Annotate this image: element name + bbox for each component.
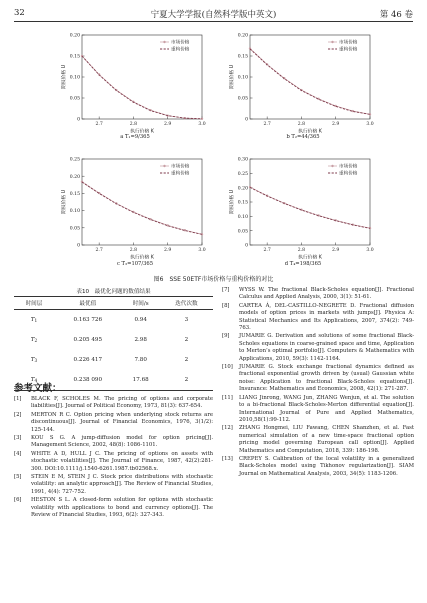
reference-item: [1] BLACK F, SCHOLES M. The pricing of options and corporate liabilities[J]. Journal of Political Economy, 1973, 81(3): 637-654. [14, 396, 213, 410]
volume-label: 第 46 卷 [379, 10, 413, 20]
legend-market-marker [331, 41, 333, 43]
series-line [250, 49, 370, 115]
table-header-row [14, 297, 213, 310]
x-tick-label: 2.8 [129, 248, 138, 253]
y-axis-label: 期权价格 U [62, 189, 67, 215]
chart-c-caption: c T₃=107/365 [117, 261, 153, 267]
running-header [14, 8, 413, 20]
cell-layer: $T_3$ [30, 356, 38, 364]
y-tick-label: 0 [245, 117, 248, 123]
journal-title: 宁夏大学学报(自然科学版中英文) [150, 10, 277, 20]
chart-b-caption: b T₂=44/365 [286, 134, 320, 140]
x-tick-label: 3.0 [198, 122, 206, 127]
cell-value: 0.205 495 [73, 337, 103, 343]
page-number: 32 [14, 8, 25, 18]
reference-item: [7] WYSS W. The fractional Black-Scholes equation[J]. Fractional Calculus and Applied Analysis, 2000, 3(1): 51-61. [222, 287, 414, 301]
x-tick-label: 2.7 [95, 248, 103, 253]
legend-rebuilt-label: 重构价格 [339, 171, 358, 177]
cell-layer: $T_4$ [14, 370, 54, 391]
chart-c-svg [60, 155, 210, 261]
y-tick-label: 0.25 [69, 157, 80, 163]
y-tick-label: 0.05 [237, 229, 248, 235]
col-header-time: 时间/s [122, 297, 160, 310]
cell-time: 0.94 [134, 317, 147, 323]
cell-time: 2.98 [134, 337, 147, 343]
y-tick-label: 0.25 [237, 171, 248, 177]
x-tick-label: 2.8 [297, 122, 306, 127]
references-heading: 参考文献： [14, 383, 62, 394]
legend-market-label: 市场价格 [171, 40, 190, 46]
series-line [82, 56, 202, 119]
legend-market-label: 市场价格 [339, 164, 358, 170]
table-row [14, 350, 213, 370]
x-tick-label: 2.7 [263, 248, 271, 253]
chart-a [60, 31, 210, 143]
y-tick-label: 0.05 [69, 226, 80, 232]
reference-item: [2] MERTON R C. Option pricing when underlying stock returns are discontinuous[J]. Journal of Financial Economics, 1976, 3(1/2): 125-144. [14, 411, 213, 433]
y-tick-label: 0.05 [237, 96, 248, 102]
y-axis-label: 期权价格 U [230, 189, 235, 215]
cell-value: 0.226 417 [73, 357, 103, 363]
legend-market-label: 市场价格 [339, 40, 358, 46]
cell-iterations: 3 [184, 317, 189, 323]
references-right [222, 287, 414, 479]
y-axis-label: 期权价格 U [62, 64, 67, 90]
series-line [82, 182, 202, 234]
series-line [250, 187, 370, 228]
x-axis-label: 执行价格 K [298, 129, 322, 135]
y-tick-label: 0.15 [237, 54, 248, 60]
chart-a-caption: a T₁=9/365 [120, 134, 150, 140]
cell-time: 17.68 [122, 370, 160, 391]
header-rule [14, 21, 413, 22]
x-tick-label: 2.9 [164, 248, 172, 253]
x-tick-label: 2.9 [164, 122, 172, 127]
legend-market-marker [163, 165, 165, 167]
legend-market-marker [331, 165, 333, 167]
reference-item: [9] JUMARIE G. Derivation and solutions of some fractional Black-Scholes equations in coarse-grained space and time, Application to Merton’s optimal portfolio[J]. Computers & Mathematics with Applications, 2010, 59(3): 1142-1164. [222, 333, 414, 362]
reference-item: [13] CREPEY S. Calibration of the local volatility in a generalized Black-Scholes model using Tikhonov regularization[J]. SIAM Journal on Mathematical Analysis, 2003, 34(5): 1183-1206. [222, 455, 414, 477]
y-tick-label: 0.05 [69, 96, 80, 102]
y-tick-label: 0.30 [237, 157, 248, 163]
cell-iterations: 2 [184, 337, 189, 343]
legend-rebuilt-label: 重构价格 [339, 47, 358, 53]
x-tick-label: 2.8 [129, 122, 138, 127]
x-tick-label: 3.0 [366, 248, 374, 253]
y-tick-label: 0.20 [69, 174, 80, 180]
results-table [14, 296, 213, 391]
reference-item: [4] WHITE A D, HULL J C. The pricing of options on assets with stochastic volatilities[J]. The Journal of Finance, 1987, 42(2):281-300. DOI:10.1111/j.1540-6261.1987.tb02568.x. [14, 450, 213, 472]
table-row [14, 310, 213, 331]
cell-iterations: 2 [184, 357, 189, 363]
col-header-time-layer: 时间层 [14, 297, 54, 310]
x-axis-label: 执行价格 K [130, 129, 154, 135]
references-left [14, 396, 213, 521]
x-tick-label: 2.7 [95, 122, 103, 127]
table-caption: 表10 最优化问题的数值结果 [76, 289, 151, 295]
reference-item: [11] LIANG Jinrong, WANG Jun, ZHANG Wenjun, et al. The solution to a bi-fractional Black-Scholes-Merton differential equation[J]. International Journal of Pure and Applied Mathematics, 2010,58(1):99-112. [222, 394, 414, 423]
y-tick-label: 0.20 [237, 33, 248, 39]
reference-item: [12] ZHANG Hongmei, LIU Fawang, CHEN Shanzhen, et al. Fast numerical simulation of a new time-space fractional option pricing model governing European call option[J]. Applied Mathematics and Computation, 2018, 339: 186-198. [222, 425, 414, 454]
figure-caption: 图6 SSE 50ETF市场价格与重构价格的对比 [153, 276, 274, 283]
series-line [82, 182, 202, 235]
table-row [14, 330, 213, 350]
cell-layer: $T_2$ [30, 336, 38, 344]
y-tick-label: 0.20 [69, 33, 80, 39]
legend-rebuilt-label: 重构价格 [171, 171, 190, 177]
reference-item: [10] JUMARIE G. Stock exchange fractional dynamics defined as fractional exponential growth driven by (usual) Gaussian white noise: Application to fractional Black-Scholes equations[J]. Insurance: Mathematics and Economics, 2008, 42(1): 271-287. [222, 364, 414, 393]
cell-time: 7.80 [134, 357, 147, 363]
cell-value: 0.238 090 [54, 370, 122, 391]
series-line [250, 187, 370, 228]
reference-item: [3] KOU S G. A jump-diffusion model for option pricing[J]. Management Science, 2002, 48(8): 1086-1101. [14, 435, 213, 449]
cell-value: 0.163 726 [73, 317, 103, 323]
x-axis-label: 执行价格 K [130, 255, 154, 261]
x-tick-label: 2.9 [332, 122, 340, 127]
y-tick-label: 0.10 [237, 214, 248, 220]
y-tick-label: 0.10 [69, 209, 80, 215]
chart-b [228, 31, 378, 143]
chart-d-svg [228, 155, 378, 261]
reference-item: [6] HESTON S L. A closed-form solution for options with stochastic volatility with applications to bond and currency options[J]. The Review of Financial Studies, 1993, 6(2): 327-343. [14, 497, 213, 519]
x-tick-label: 3.0 [366, 122, 374, 127]
x-tick-label: 2.8 [297, 248, 306, 253]
y-tick-label: 0 [77, 117, 80, 123]
y-tick-label: 0.15 [237, 200, 248, 206]
x-tick-label: 2.7 [263, 122, 271, 127]
x-tick-label: 2.9 [332, 248, 340, 253]
legend-market-label: 市场价格 [171, 164, 190, 170]
reference-item: [5] STEIN E M, STEIN J C. Stock price distributions with stochastic volatility: an analytic approach[J]. The Review of Financial Studies, 1991, 4(4): 727-752. [14, 474, 213, 495]
cell-iterations: 2 [160, 370, 213, 391]
y-tick-label: 0.20 [237, 186, 248, 192]
legend-market-marker [163, 41, 165, 43]
series-line [82, 56, 202, 119]
x-tick-label: 3.0 [198, 248, 206, 253]
y-tick-label: 0 [245, 243, 248, 249]
chart-a-svg [60, 31, 210, 135]
chart-b-svg [228, 31, 378, 135]
y-axis-label: 期权价格 U [230, 64, 235, 90]
col-header-optimal-value: 最优值 [54, 297, 122, 310]
chart-d-caption: d T₄=198/365 [284, 261, 322, 267]
y-tick-label: 0.10 [69, 75, 80, 81]
col-header-iterations: 迭代次数 [160, 297, 213, 310]
y-tick-label: 0.10 [237, 75, 248, 81]
data-point [201, 118, 203, 120]
cell-layer: $T_1$ [30, 316, 38, 324]
y-tick-label: 0 [77, 243, 80, 249]
x-axis-label: 执行价格 K [298, 255, 322, 261]
y-tick-label: 0.15 [69, 54, 80, 60]
legend-rebuilt-label: 重构价格 [171, 47, 190, 53]
y-tick-label: 0.15 [69, 192, 80, 197]
reference-item: [8] CARTEA Á, DEL-CASTILLO-NEGRETE D. Fractional diffusion models of option prices in markets with jumps[J]. Physica A: Statistical Mechanics and Its Applications, 2007, 374(2): 749-763. [222, 302, 414, 332]
chart-c [60, 155, 210, 270]
chart-d [228, 155, 378, 270]
series-line [250, 48, 370, 114]
